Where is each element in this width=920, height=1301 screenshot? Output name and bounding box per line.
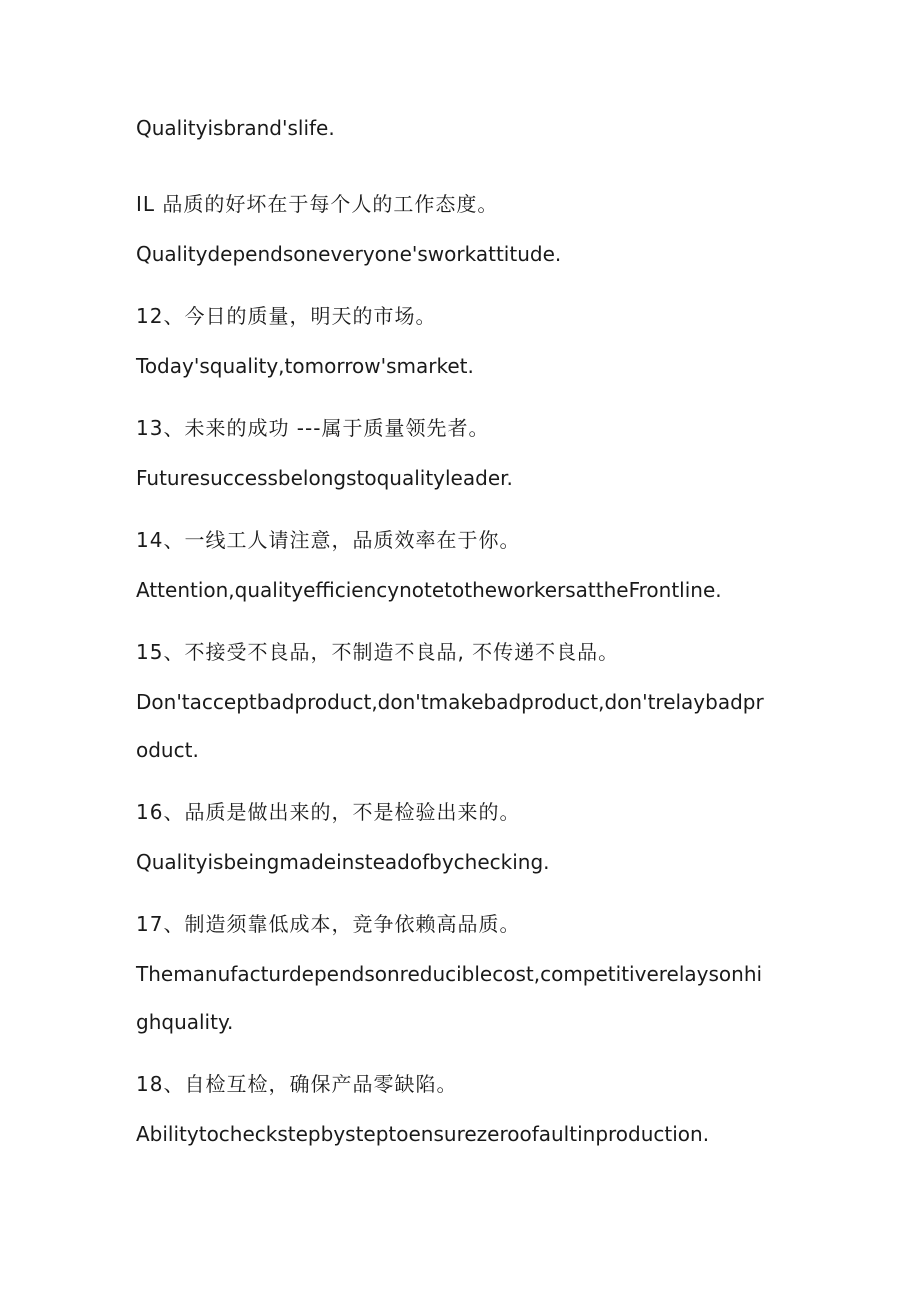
text-line: Don'tacceptbadproduct,don'tmakebadproduct,don'trelaybadpr [136,690,764,714]
text-line: 14、一线工人请注意，品质效率在于你。 [136,528,521,552]
text-line: oduct. [136,738,199,762]
text-line: Futuresuccessbelongstoqualityleader. [136,466,513,490]
text-line: 18、自检互检，确保产品零缺陷。 [136,1072,458,1096]
text-line: Today'squality,tomorrow'smarket. [136,354,474,378]
text-line: Qualitydependsoneveryone'sworkattitude. [136,242,562,266]
text-line: 16、品质是做出来的，不是检验出来的。 [136,800,521,824]
text-line: Qualityisbeingmadeinsteadofbychecking. [136,850,550,874]
text-line: 13、未来的成功 ---属于质量领先者。 [136,416,490,440]
text-line: 12、今日的质量，明天的市场。 [136,304,437,328]
text-line: 15、不接受不良品，不制造不良品, 不传递不良品。 [136,640,620,664]
text-line: 17、制造须靠低成本，竞争依赖高品质。 [136,912,521,936]
text-line: Qualityisbrand'slife. [136,116,335,140]
text-line: ghquality. [136,1010,234,1034]
text-line: Abilitytocheckstepbysteptoensurezeroofaultinproduction. [136,1122,710,1146]
text-line: IL 品质的好坏在于每个人的工作态度。 [136,192,499,216]
text-line: Attention,qualityefficiencynotetotheworkersattheFrontline. [136,578,722,602]
text-line: Themanufacturdependsonreduciblecost,competitiverelaysonhi [136,962,763,986]
